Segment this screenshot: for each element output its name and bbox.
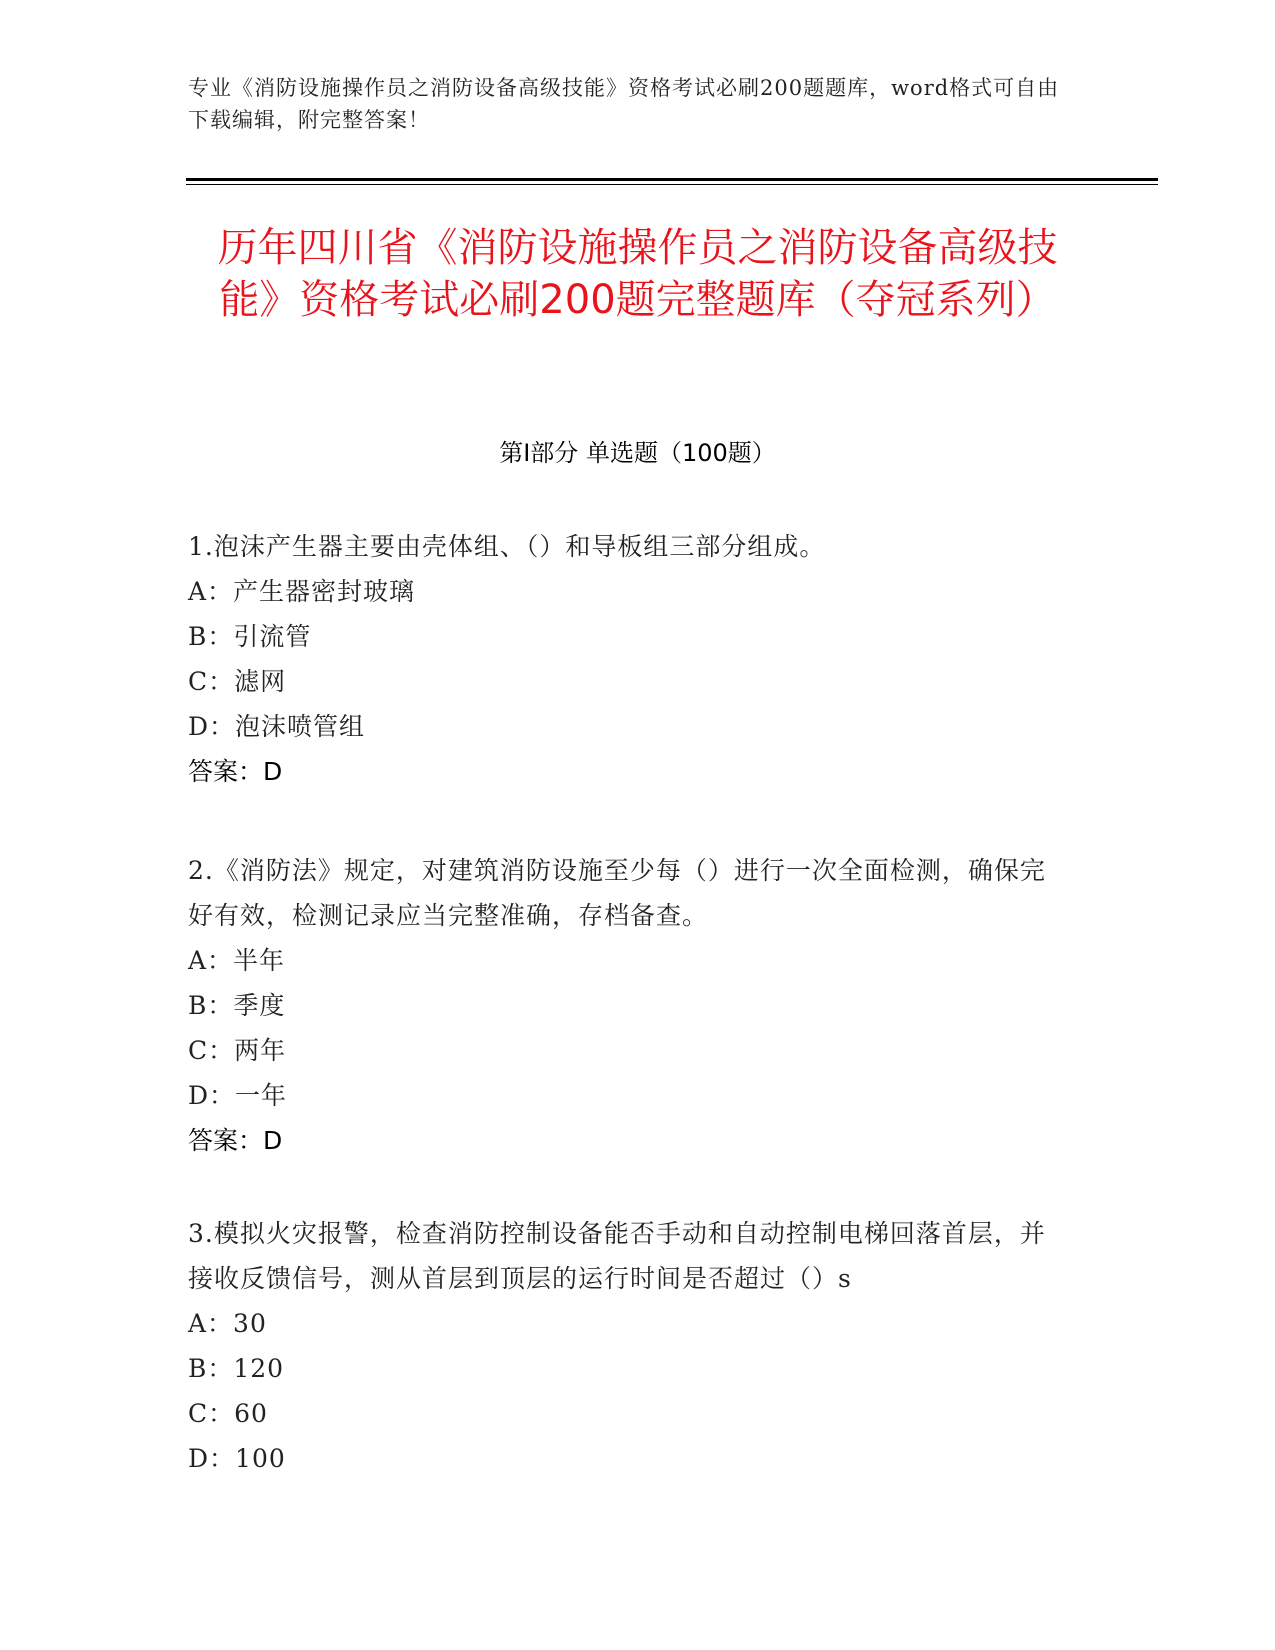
- option-d: D：100: [188, 1444, 286, 1473]
- option-b: B：引流管: [188, 622, 312, 651]
- option-d: D：一年: [188, 1081, 288, 1110]
- question-stem: 3.模拟火灾报警，检查消防控制设备能否手动和自动控制电梯回落首层，并接收反馈信号，测从首层到顶层的运行时间是否超过（）s: [188, 1219, 1046, 1293]
- option-a: A：30: [188, 1309, 267, 1338]
- option-a: A：产生器密封玻璃: [188, 577, 416, 606]
- document-title: 历年四川省《消防设施操作员之消防设备高级技能》资格考试必刷200题完整题库（夺冠系列）: [217, 225, 1058, 323]
- question-stem: 2.《消防法》规定，对建筑消防设施至少每（）进行一次全面检测，确保完好有效，检测记录应当完整准确，存档备查。: [188, 856, 1046, 930]
- header-note: 专业《消防设施操作员之消防设备高级技能》资格考试必刷200题题库，word格式可自由下载编辑，附完整答案！: [188, 76, 1060, 132]
- header-divider-thin: [186, 184, 1158, 185]
- header-divider-thick: [186, 178, 1158, 181]
- option-b: B：120: [188, 1354, 285, 1383]
- option-a: A：半年: [188, 946, 286, 975]
- option-c: C：60: [188, 1399, 268, 1428]
- option-c: C：两年: [188, 1036, 287, 1065]
- option-d: D：泡沫喷管组: [188, 712, 366, 741]
- question-3: [188, 1211, 1068, 1481]
- option-c: C：滤网: [188, 667, 287, 696]
- question-2: [188, 848, 1068, 1163]
- answer: 答案：D: [188, 757, 283, 786]
- answer: 答案：D: [188, 1126, 283, 1155]
- option-b: B：季度: [188, 991, 286, 1020]
- question-1: [188, 524, 1068, 794]
- section-title: 第I部分 单选题（100题）: [499, 439, 776, 467]
- question-stem: 1.泡沫产生器主要由壳体组、（）和导板组三部分组成。: [188, 532, 826, 561]
